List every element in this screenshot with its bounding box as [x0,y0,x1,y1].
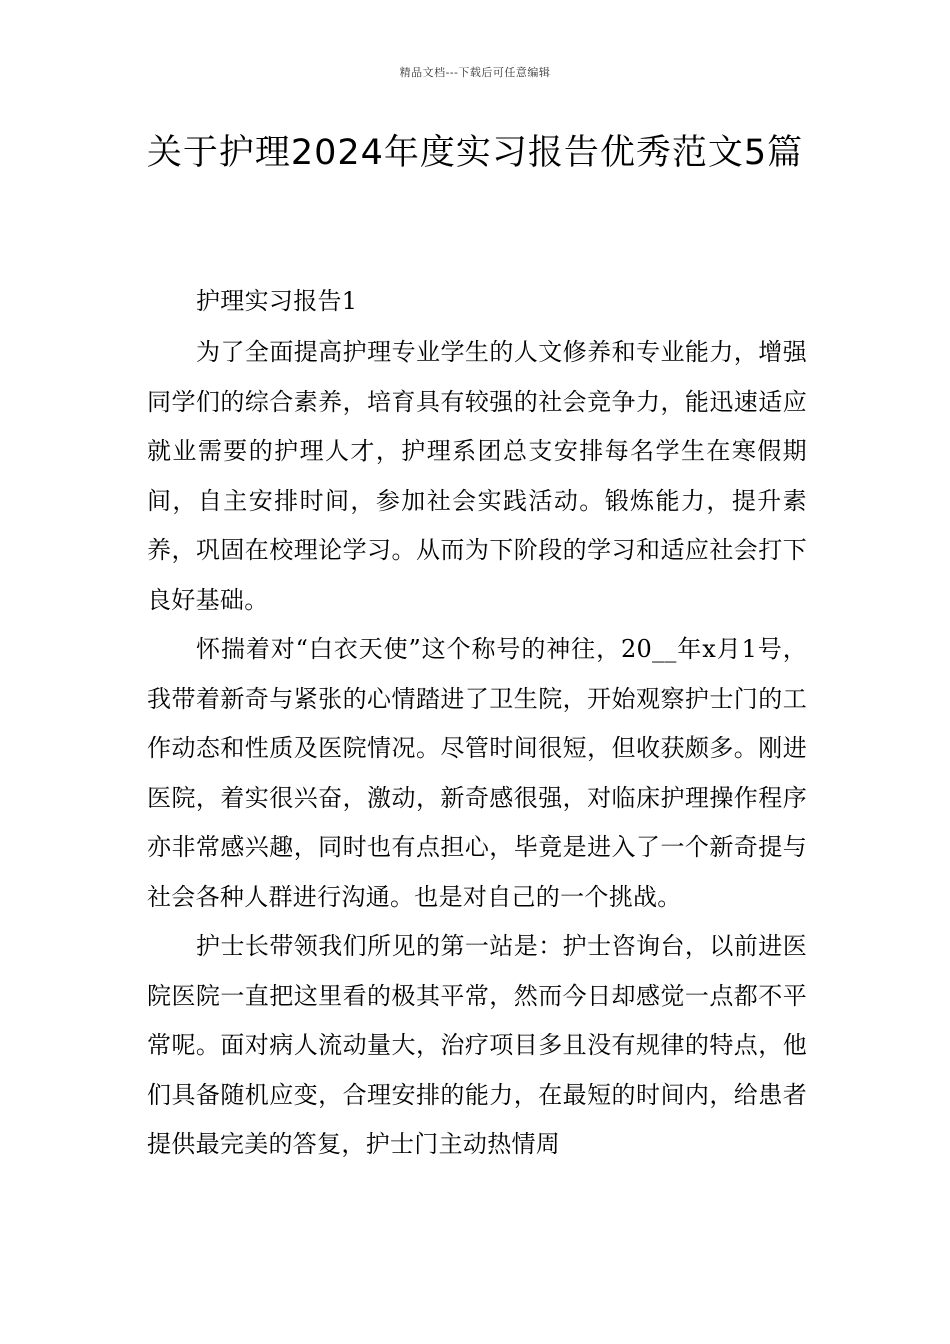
paragraph-3: 护士长带领我们所见的第一站是：护士咨询台，以前进医院医院一直把这里看的极其平常，然而今日却感觉一点都不平常呢。面对病人流动量大，治疗项目多且没有规律的特点，他们具备随机应变，合理安排的能力，在最短的时间内，给患者提供最完美的答复，护士门主动热情周 [147,932,807,1158]
paragraph-1: 为了全面提高护理专业学生的人文修养和专业能力，增强同学们的综合素养，培育具有较强的社会竞争力，能迅速适应就业需要的护理人才，护理系团总支安排每名学生在寒假期间，自主安排时间，参加社会实践活动。锻炼能力，提升素养，巩固在校理论学习。从而为下阶段的学习和适应社会打下良好基础。 [147,338,807,614]
header-note: 精品文档---下载后可任意编辑 [399,66,551,79]
document-body [147,278,807,1170]
section-heading: 护理实习报告1 [196,287,358,315]
paragraph-2: 怀揣着对“白衣天使”这个称号的神往，20__年x月1号，我带着新奇与紧张的心情踏进了卫生院，开始观察护士门的工作动态和性质及医院情况。尽管时间很短，但收获颇多。刚进医院，着实很兴奋，激动，新奇感很强，对临床护理操作程序亦非常感兴趣，同时也有点担心，毕竟是进入了一个新奇提与社会各种人群进行沟通。也是对自己的一个挑战。 [147,635,807,911]
document-title: 关于护理2024年度实习报告优秀范文5篇 [146,133,804,173]
